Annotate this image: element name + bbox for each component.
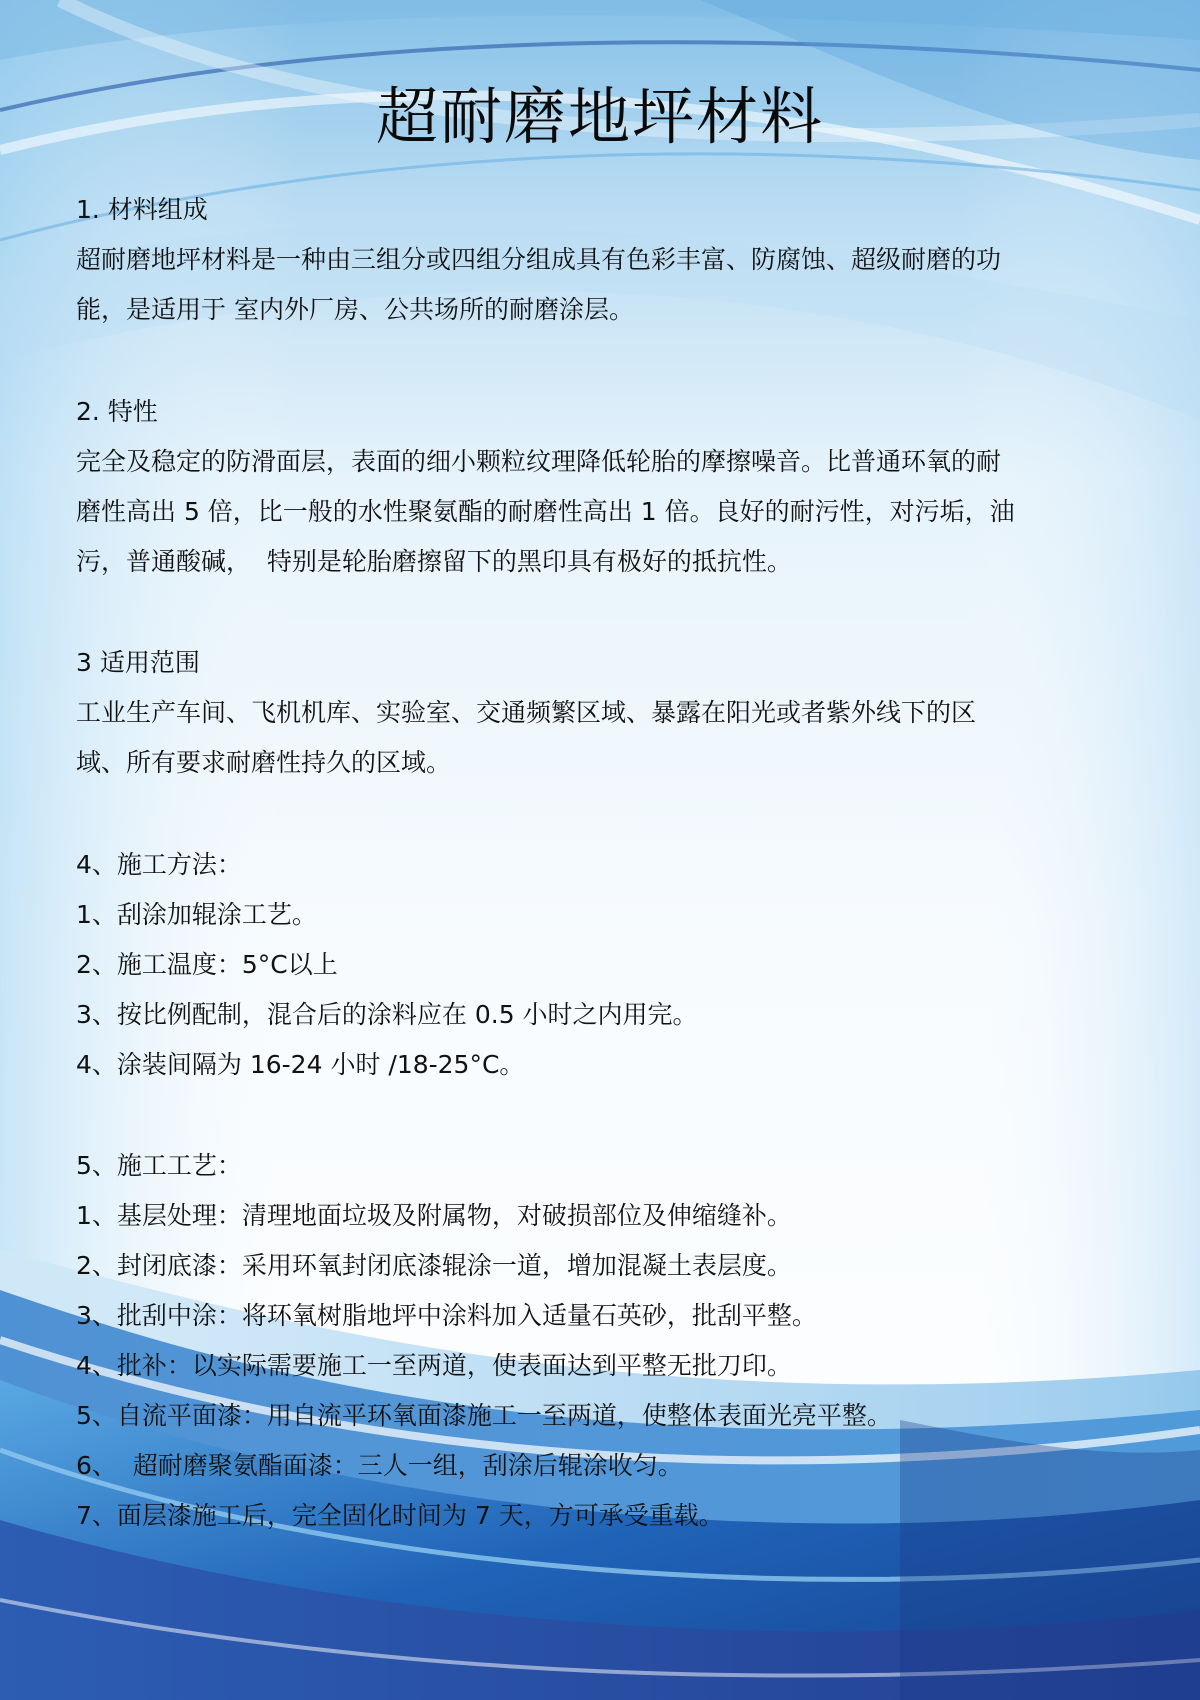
method-list-item: 2、施工温度：5°C以上 [76, 950, 338, 979]
process-list-item: 3、批刮中涂：将环氧树脂地坪中涂料加入适量石英砂，批刮平整。 [76, 1301, 817, 1330]
composition-text-line: 能，是适用于 室内外厂房、公共场所的耐磨涂层。 [76, 295, 634, 324]
properties-text-line: 污，普通酸碱， 特别是轮胎磨擦留下的黑印具有极好的抵抗性。 [76, 547, 792, 576]
process-list-item: 2、封闭底漆：采用环氧封闭底漆辊涂一道，增加混凝土表层度。 [76, 1251, 792, 1280]
process-list-item: 4、批补：以实际需要施工一至两道，使表面达到平整无批刀印。 [76, 1351, 792, 1380]
section-heading-process: 5、施工工艺： [76, 1151, 242, 1180]
section-heading-method: 4、施工方法： [76, 850, 242, 879]
properties-text-line: 磨性高出 5 倍，比一般的水性聚氨酯的耐磨性高出 1 倍。良好的耐污性，对污垢，油 [76, 497, 1015, 526]
method-list-item: 4、涂装间隔为 16-24 小时 /18-25°C。 [76, 1050, 525, 1079]
method-list-item: 1、刮涂加辊涂工艺。 [76, 900, 317, 929]
scope-text-line: 域、所有要求耐磨性持久的区域。 [76, 748, 452, 777]
section-heading-composition: 1. 材料组成 [76, 195, 208, 224]
process-list-item: 7、面层漆施工后，完全固化时间为 7 天，方可承受重载。 [76, 1501, 724, 1530]
section-heading-scope: 3 适用范围 [76, 648, 200, 677]
scope-text-line: 工业生产车间、飞机机库、实验室、交通频繁区域、暴露在阳光或者紫外线下的区 [76, 698, 977, 727]
process-list-item: 6、 超耐磨聚氨酯面漆：三人一组，刮涂后辊涂收匀。 [76, 1451, 683, 1480]
section-heading-properties: 2. 特性 [76, 397, 158, 426]
process-list-item: 1、基层处理：清理地面垃圾及附属物，对破损部位及伸缩缝补。 [76, 1201, 792, 1230]
process-list-item: 5、自流平面漆：用自流平环氧面漆施工一至两道，使整体表面光亮平整。 [76, 1401, 892, 1430]
composition-text-line: 超耐磨地坪材料是一种由三组分或四组分组成具有色彩丰富、防腐蚀、超级耐磨的功 [76, 245, 1002, 274]
properties-text-line: 完全及稳定的防滑面层，表面的细小颗粒纹理降低轮胎的摩擦噪音。比普通环氧的耐 [76, 447, 1002, 476]
page-title: 超耐磨地坪材料 [375, 80, 824, 153]
method-list-item: 3、按比例配制，混合后的涂料应在 0.5 小时之内用完。 [76, 1000, 698, 1029]
